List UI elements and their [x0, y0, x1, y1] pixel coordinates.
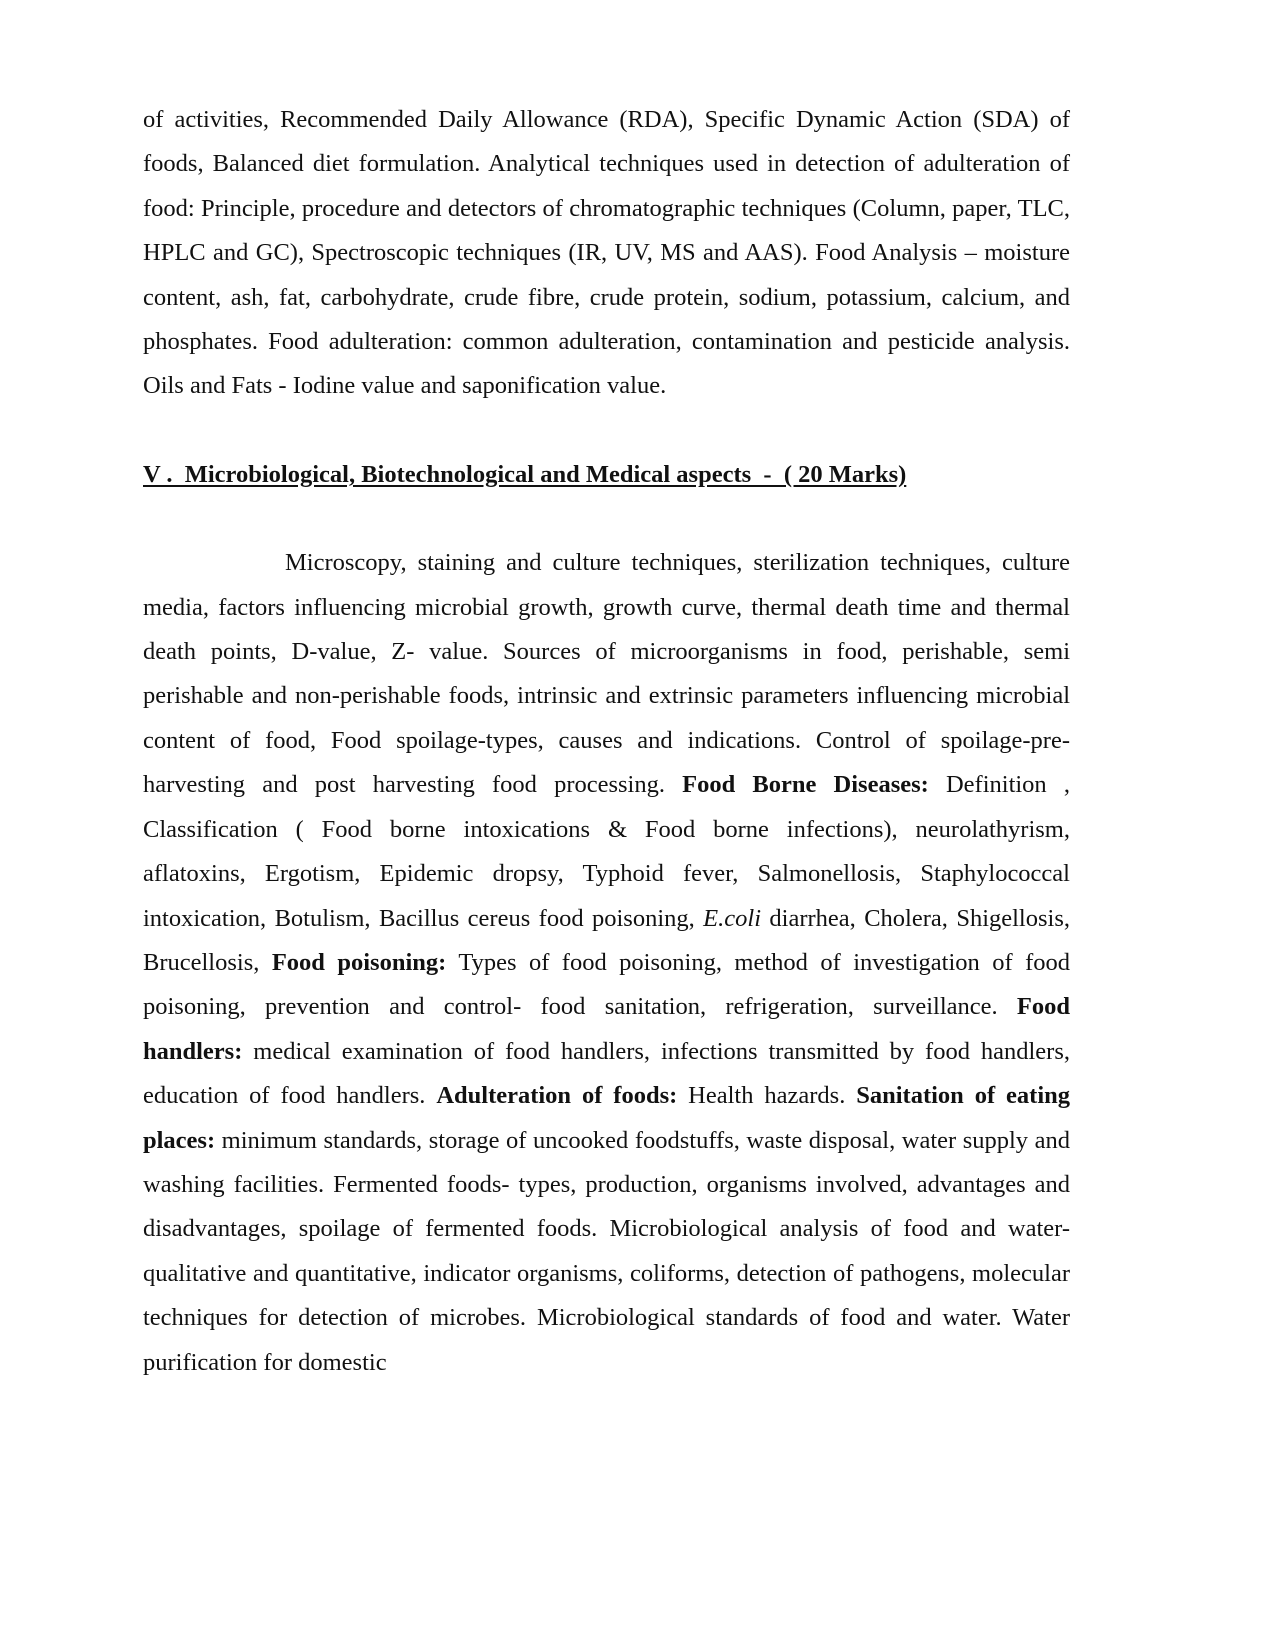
text-run: Health hazards.	[677, 1082, 857, 1110]
bold-term-food-borne-diseases: Food Borne Diseases:	[682, 771, 929, 799]
bold-term-food-poisoning: Food poisoning:	[271, 948, 447, 976]
text-run: minimum standards, storage of uncooked foodstuffs, waste disposal, water supply and washing facilities. Fermented foods- types, production, organisms involved, advantages and disadvantages, spoilage of fermented foods. Microbiological analysis of food and water- qualitative and quantitative, indicator organisms, coliforms, detection of pathogens, molecular techniques for detection of microbes. Microbiological standards of food and water. Water purification for domestic	[143, 1126, 1070, 1376]
document-page	[143, 98, 1070, 1385]
spacer	[143, 497, 1070, 541]
text-run: medical examination of food handlers, infections transmitted by food handlers, education of food handlers.	[143, 1037, 1070, 1110]
text-run: diarrhea, Cholera, Shigellosis, Brucellosis,	[143, 904, 1070, 976]
section-paragraph	[143, 541, 1070, 1385]
bold-term-food-handlers: Food handlers:	[143, 993, 1070, 1065]
text-run: Definition , Classification ( Food borne intoxications & Food borne infections), neurolathyrism, aflatoxins, Ergotism, Epidemic dropsy, Typhoid fever, Salmonellosis, Staphylococcal intoxication, Botulism, Bacillus cereus food poisoning,	[143, 771, 1070, 932]
italic-term-ecoli: E.coli	[703, 904, 762, 932]
text-run: Microscopy, staining and culture techniques, sterilization techniques, culture media, factors influencing microbial growth, growth curve, thermal death time and thermal death points, D-value, Z- value. Sources of microorganisms in food, perishable, semi perishable and non-perishable foods, intrinsic and extrinsic parameters influencing microbial content of food, Food spoilage-types, causes and indications. Control of spoilage-pre-harvesting and post harvesting food processing.	[143, 549, 1070, 799]
bold-term-sanitation-of-eating-places: Sanitation of eating places:	[143, 1082, 1070, 1154]
intro-paragraph: of activities, Recommended Daily Allowance (RDA), Specific Dynamic Action (SDA) of foods, Balanced diet formulation. Analytical techniques used in detection of adulteration of food: Principle, procedure and detectors of chromatographic techniques (Column, paper, TLC, HPLC and GC), Spectroscopic techniques (IR, UV, MS and AAS). Food Analysis – moisture content, ash, fat, carbohydrate, crude fibre, crude protein, sodium, potassium, calcium, and phosphates. Food adulteration: common adulteration, contamination and pesticide analysis. Oils and Fats - Iodine value and saponification value.	[143, 106, 1070, 400]
bold-term-adulteration-of-foods: Adulteration of foods:	[436, 1082, 678, 1110]
text-run: Types of food poisoning, method of investigation of food poisoning, prevention and control- food sanitation, refrigeration, surveillance.	[143, 948, 1070, 1021]
spacer	[143, 409, 1070, 453]
section-heading: V . Microbiological, Biotechnological and Medical aspects - ( 20 Marks)	[143, 460, 907, 488]
